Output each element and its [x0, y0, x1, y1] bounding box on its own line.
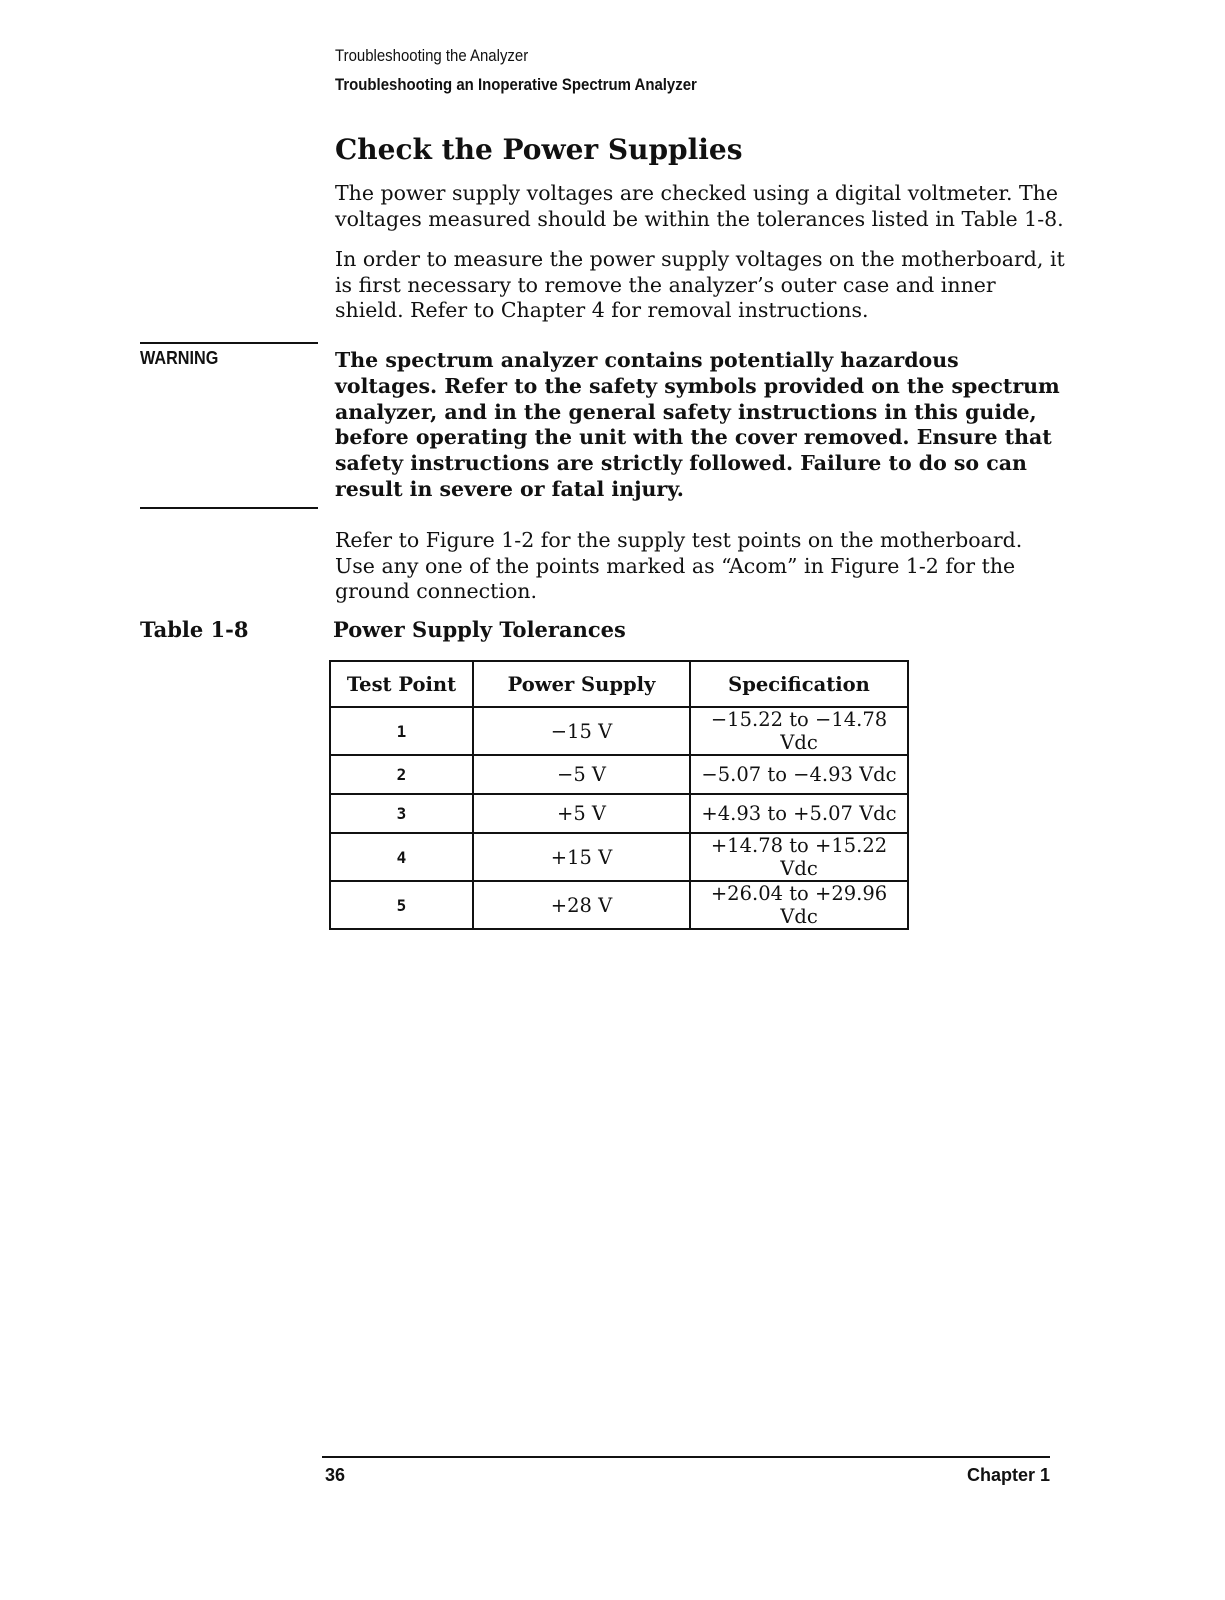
test-point-cell: 2 [330, 755, 473, 794]
table-row [330, 707, 908, 755]
specification-cell: +26.04 to +29.96 Vdc [690, 881, 908, 929]
warning-top-rule [140, 342, 318, 344]
column-header: Power Supply [473, 661, 690, 707]
table-label: Table 1-8 [140, 617, 249, 642]
test-point-cell: 3 [330, 794, 473, 833]
table-row [330, 794, 908, 833]
power-supply-cell: +5 V [473, 794, 690, 833]
power-supply-cell: +28 V [473, 881, 690, 929]
chapter-label: Chapter 1 [966, 1465, 1050, 1485]
warning-text: The spectrum analyzer contains potentially hazardous voltages. Refer to the safety symbols provided on the spectrum analyzer, and in the general safety instructions in this guide, before operating the unit with the cover removed. Ensure that safety instructions are strictly followed. Failure to do so can result in severe or fatal injury. [335, 348, 1060, 501]
running-header-section: Troubleshooting the Analyzer [335, 46, 529, 65]
column-header: Test Point [330, 661, 473, 707]
table-row [330, 881, 908, 929]
paragraph: In order to measure the power supply voltages on the motherboard, it is first necessary to remove the analyzer’s outer case and inner shield. Refer to Chapter 4 for removal instructions. [335, 247, 1065, 322]
paragraph: Refer to Figure 1-2 for the supply test points on the motherboard. Use any one of the points marked as “Acom” in Figure 1-2 for the ground connection. [335, 528, 1023, 603]
table-row [330, 755, 908, 794]
specification-cell: −15.22 to −14.78 Vdc [690, 707, 908, 755]
specification-cell: +4.93 to +5.07 Vdc [690, 794, 908, 833]
page-title: Check the Power Supplies [335, 133, 743, 166]
power-supply-cell: −15 V [473, 707, 690, 755]
page-number: 36 [325, 1465, 346, 1485]
power-supply-table [329, 660, 909, 930]
power-supply-cell: −5 V [473, 755, 690, 794]
table-row [330, 833, 908, 881]
footer-rule [322, 1456, 1050, 1458]
test-point-cell: 4 [330, 833, 473, 881]
warning-bottom-rule [140, 507, 318, 509]
test-point-cell: 5 [330, 881, 473, 929]
specification-cell: +14.78 to +15.22 Vdc [690, 833, 908, 881]
table-title: Power Supply Tolerances [333, 617, 626, 642]
column-header: Specification [690, 661, 908, 707]
running-header-subsection: Troubleshooting an Inoperative Spectrum Analyzer [335, 75, 697, 94]
warning-label: WARNING [140, 348, 219, 368]
power-supply-cell: +15 V [473, 833, 690, 881]
paragraph: The power supply voltages are checked using a digital voltmeter. The voltages measured should be within the tolerances listed in Table 1-8. [335, 181, 1064, 231]
test-point-cell: 1 [330, 707, 473, 755]
specification-cell: −5.07 to −4.93 Vdc [690, 755, 908, 794]
table-header-row [330, 661, 908, 707]
